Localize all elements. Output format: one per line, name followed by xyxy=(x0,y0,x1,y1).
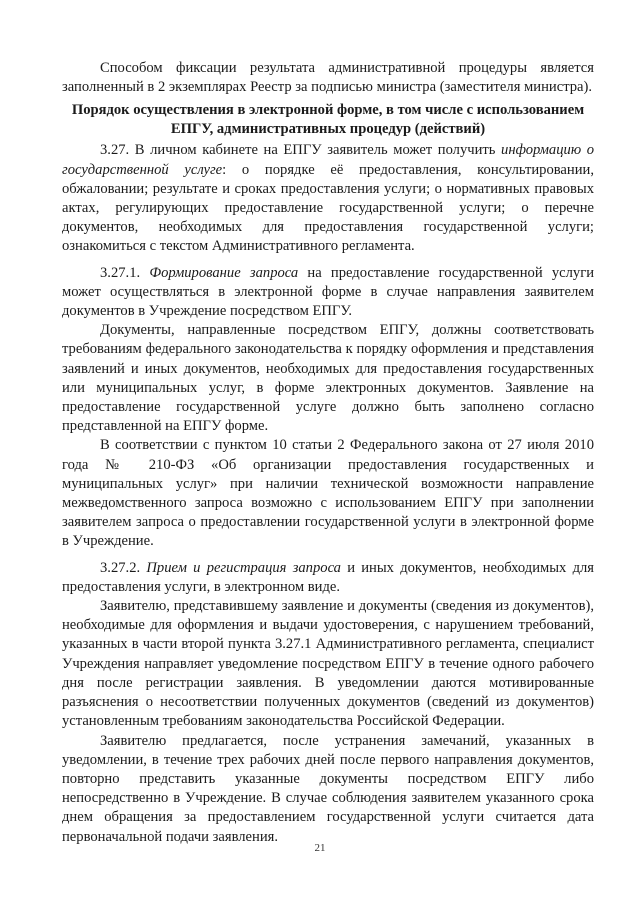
p5-emphasis: Прием и регистрация запроса xyxy=(146,559,341,576)
paragraph-3-27-1 xyxy=(62,264,594,322)
document-page xyxy=(62,59,594,847)
paragraph-notification: Заявителю, представившему заявление и документы (сведения из документов), необходимые для оформления и выдачи удостоверения, с нарушением требований, указанных в части второй пункта 3.27.1 Административного регламента, специалист Учреждения направляет уведомление посредством ЕПГУ в течение одного рабочего дня после регистрации заявления. В уведомлении даются мотивированные разъяснения о несоответствии полученных документов (сведений из документов) установленным требованиям законодательства Российской Федерации. xyxy=(62,598,594,730)
intro-paragraph: Способом фиксации результата административной процедуры является заполненный в 2 экземплярах Реестр за подписью министра (заместителя министра). xyxy=(62,60,594,96)
p1-text-b: : о порядке её предоставления, консультировании, обжаловании; результате и сроках предоставления услуги; о нормативных правовых актах, регулирующих предоставление государственной услуги; о перечне документов, необходимых для предоставления государственной услуги; ознакомиться с текстом Административного регламента. xyxy=(62,161,594,255)
p1-text-a: 3.27. В личном кабинете на ЕПГУ заявитель может получить xyxy=(100,142,502,159)
paragraph-documents-requirements: Документы, направленные посредством ЕПГУ, должны соответствовать требованиям федерального законодательства к порядку оформления и представления заявлений и иных документов, необходимых для предоставления государственных или муниципальных услуг, в форме электронных документов. Заявление на предоставление государственной услуге должно быть заполнено согласно представленной на ЕПГУ форме. xyxy=(62,322,594,435)
p5-text-b: и иных документов, необходимых для предоставления услуги, в электронном виде. xyxy=(62,559,594,595)
p2-emphasis: Формирование запроса xyxy=(149,264,299,281)
paragraph-3-27 xyxy=(62,141,594,256)
paragraph-3-27-2 xyxy=(62,559,594,597)
p2-text-a: 3.27.1. xyxy=(100,264,150,281)
paragraph-federal-law: В соответствии с пунктом 10 статьи 2 Федерального закона от 27 июля 2010 года № 210-ФЗ «Об организации предоставления государственных и муниципальных услуг» при наличии технической возможности направление межведомственного запроса возможно с использованием ЕПГУ при заполнении заявителем запроса о предоставлении государственной услуги в электронной форме в Учреждение. xyxy=(62,437,594,550)
section-heading: Порядок осуществления в электронной форме, в том числе с использованием ЕПГУ, административных процедур (действий) xyxy=(71,102,585,138)
p5-text-a: 3.27.2. xyxy=(100,559,147,576)
paragraph-resubmission: Заявителю предлагается, после устранения замечаний, указанных в уведомлении, в течение трех рабочих дней после первого направления документов, повторно представить указанные документы посредством ЕПГУ либо непосредственно в Учреждение. В случае соблюдения заявителем указанного срока днем обращения за предоставлением государственной услуги считается дата первоначальной подачи заявления. xyxy=(62,732,594,845)
page-number: 21 xyxy=(314,842,326,854)
p2-text-b: на предоставление государственной услуги может осуществляться в электронной форме в случае направления заявителем документов в Учреждение посредством ЕПГУ. xyxy=(62,264,594,320)
p1-emphasis: информацию о государственной услуге xyxy=(62,142,595,178)
